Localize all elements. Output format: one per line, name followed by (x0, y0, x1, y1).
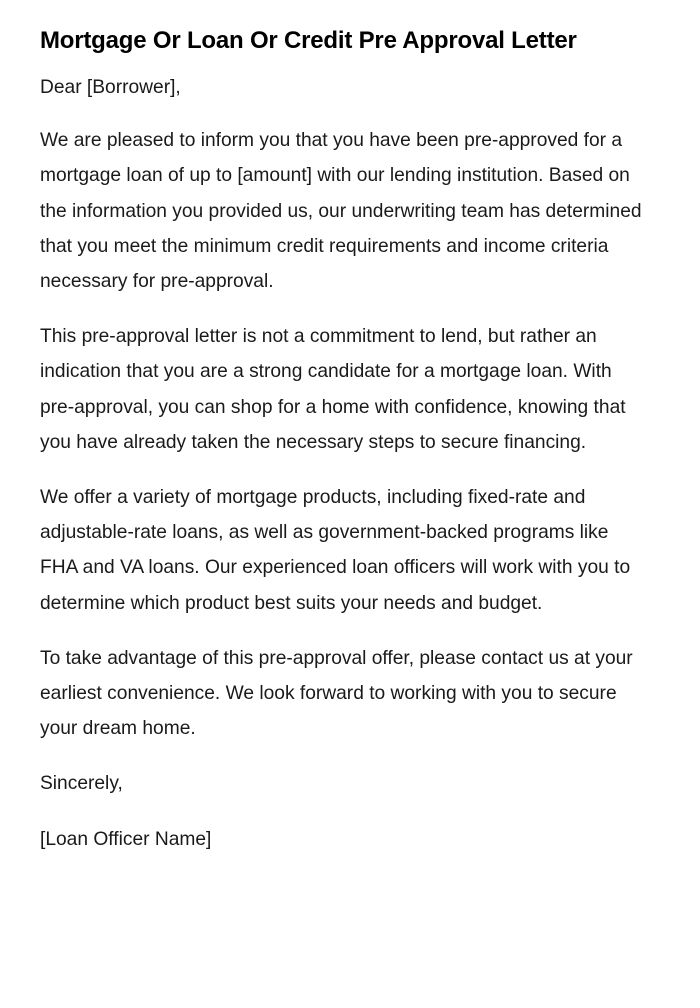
letter-salutation: Dear [Borrower], (40, 77, 181, 98)
letter-paragraph-commitment: This pre-approval letter is not a commitment to lend, but rather an indication that you are a strong candidate for a mortgage loan. With pre-approval, you can shop for a home with confidence, knowing that you have already taken the necessary steps to secure financing. (40, 326, 626, 453)
letter-signature: [Loan Officer Name] (40, 828, 212, 850)
letter-title: Mortgage Or Loan Or Credit Pre Approval Letter (40, 27, 577, 54)
letter-paragraph-approval: We are pleased to inform you that you have been pre-approved for a mortgage loan of up to [amount] with our lending institution. Based on the information you provided us, our underwriting team has determined that you meet the minimum credit requirements and income criteria necessary for pre-approval. (40, 130, 642, 293)
letter-closing: Sincerely, (40, 773, 123, 795)
letter-paragraph-contact: To take advantage of this pre-approval offer, please contact us at your earliest convenience. We look forward to working with you to secure your dream home. (40, 647, 633, 740)
letter-paragraph-products: We offer a variety of mortgage products, including fixed-rate and adjustable-rate loans, as well as government-backed programs like FHA and VA loans. Our experienced loan officers will work with you to determine which product best suits your needs and budget. (40, 487, 631, 614)
pre-approval-letter (40, 24, 650, 857)
